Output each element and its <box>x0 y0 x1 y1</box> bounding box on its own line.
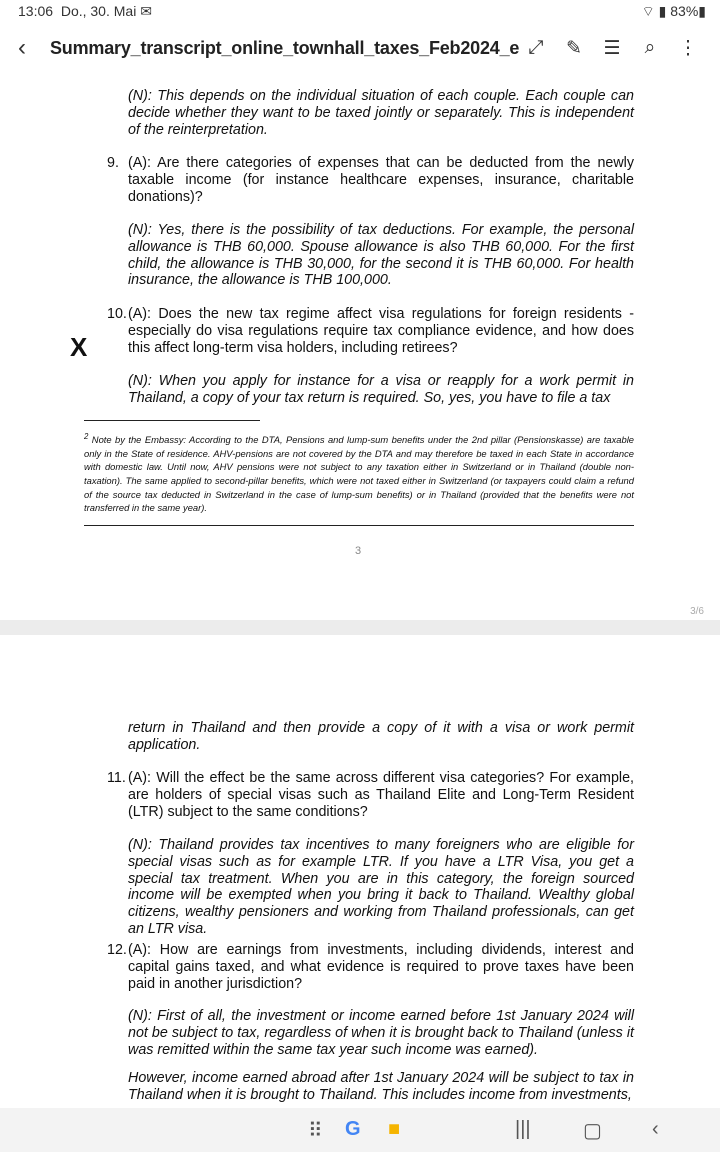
question-10: (A): Does the new tax regime affect visa regulations for foreign residents - especially do visa regulations require tax compliance evidence, and how does this affect long-term visa holders, including retirees? <box>128 306 634 356</box>
google-icon[interactable]: G <box>345 1118 361 1140</box>
answer-12: (N): First of all, the investment or income earned before 1st January 2024 will not be subject to tax, regardless of when it is brought back to Thailand (unless it was remitted within the same tax year such income was earned). <box>128 1008 634 1058</box>
mail-icon: ✉ <box>140 3 152 19</box>
home-icon[interactable]: ▢ <box>583 1120 602 1142</box>
annotation-mark: X <box>70 332 88 362</box>
question-9: (A): Are there categories of expenses that can be deducted from the newly taxable income (for instance healthcare expenses, insurance, charitable donations)? <box>128 155 634 205</box>
answer-12-continued: However, income earned abroad after 1st January 2024 will be subject to tax in Thailand when it is brought to Thailand. This includes income from investments, <box>128 1070 634 1103</box>
answer-10: (N): When you apply for instance for a visa or reapply for a work permit in Thailand, a copy of your tax return is required. So, yes, you have to file a tax <box>128 373 634 406</box>
answer-10-continued: return in Thailand and then provide a copy of it with a visa or work permit application. <box>128 720 634 753</box>
toolbar <box>0 28 720 68</box>
recents-icon[interactable]: ||| <box>515 1118 531 1140</box>
expand-icon[interactable]: ⤢ <box>528 36 544 58</box>
date: Do., 30. Mai <box>60 3 137 19</box>
search-icon[interactable]: ⌕ <box>644 36 656 58</box>
answer-8: (N): This depends on the individual situation of each couple. Each couple can decide whether they want to be taxed jointly or separately. This is independent of the reinterpretation. <box>128 88 634 138</box>
navigation-bar <box>0 1108 720 1152</box>
clock: 13:06 <box>18 3 54 19</box>
page-separator <box>0 620 720 635</box>
back-icon[interactable]: ‹ <box>18 34 26 61</box>
pdf-page-3 <box>0 70 720 620</box>
battery-icon: ▮ <box>698 3 706 19</box>
question-number: 10. <box>107 306 127 322</box>
signal-icon: ▮ <box>658 3 667 19</box>
question-11: (A): Will the effect be the same across different visa categories? For example, are holders of special visas such as Thailand Elite and Long-Term Resident (LTR) subject to the same conditions? <box>128 770 634 820</box>
footnote <box>84 430 634 515</box>
battery-level: 83% <box>670 3 699 19</box>
app-drawer-icon[interactable]: ⠿ <box>308 1120 323 1142</box>
answer-11: (N): Thailand provides tax incentives to many foreigners who are eligible for special visas such as for example LTR. If you have a LTR Visa, you get a special tax treatment. When you are in this category, the foreign sourced income will be exempted when you bring it back to Thailand. Wealthy global citizens, wealthy pensioners and working from Thailand professionals, can get an LTR visa. <box>128 837 634 937</box>
question-12: (A): How are earnings from investments, including dividends, interest and capital gains taxed, and what evidence is required to prove taxes have been paid in another jurisdiction? <box>128 942 634 992</box>
answer-9: (N): Yes, there is the possibility of tax deductions. For example, the personal allowance is THB 60,000. Spouse allowance is also THB 60,000. For the first child, the allowance is THB 30,000, for the second it is THB 60,000. For health insurance, the allowance is THB 100,000. <box>128 222 634 289</box>
edit-icon[interactable]: ✎ <box>566 37 582 59</box>
page-indicator: 3/6 <box>690 606 704 617</box>
text-view-icon[interactable]: ☰ <box>603 37 621 59</box>
footnote-mark: 2 <box>84 432 89 441</box>
footnote-text: Note by the Embassy: According to the DTA, Pensions and lump-sum benefits under the 2nd pillar (Pensionskasse) are taxable only in the State of residence. AHV-pensions are not covered by the DTA and may therefore be taxed in each State in accordance with domestic law. Until now, AHV pensions were not subject to any taxation either in Switzerland or in Thailand (double non-taxation). The same applied to second-pillar benefits, which were not taxed either in Switzerland (or taxpayers could claim a refund of the source tax deducted in Switzerland in the case of lump-sum benefits) or in Thailand (provided that the benefits were not transferred in the same year). <box>84 434 634 514</box>
question-number: 11. <box>107 770 126 786</box>
question-number: 9. <box>107 155 119 171</box>
files-icon[interactable]: ■ <box>388 1118 401 1140</box>
pdf-page-4 <box>0 635 720 1108</box>
back-nav-icon[interactable]: ‹ <box>652 1118 659 1140</box>
status-bar <box>0 0 720 24</box>
wifi-icon: ⌔ <box>641 3 655 19</box>
question-number: 12. <box>107 942 127 958</box>
page-number: 3 <box>355 545 362 557</box>
document-title: Summary_transcript_online_townhall_taxes_Feb2024_e <box>50 37 520 58</box>
more-icon[interactable]: ⋮ <box>678 37 698 59</box>
